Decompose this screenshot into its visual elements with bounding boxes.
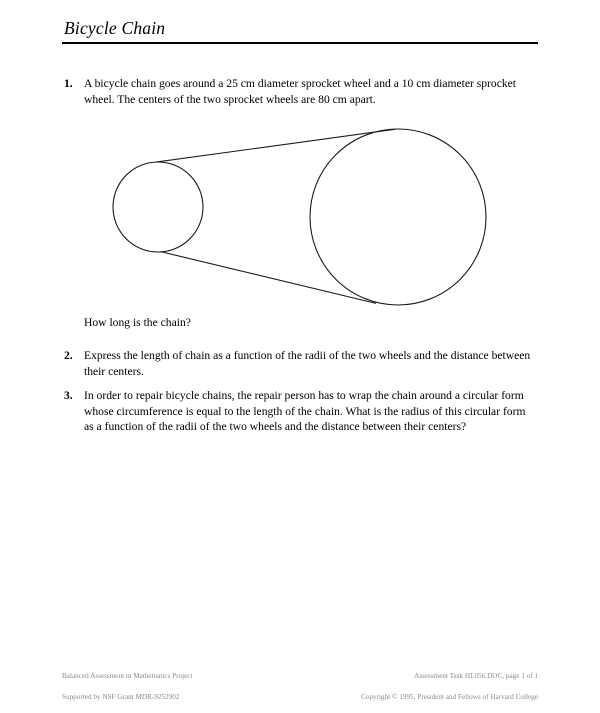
document-footer [62, 661, 538, 712]
question-text: Express the length of chain as a function of the radii of the two wheels and the distance between their centers. [84, 349, 531, 378]
footer-grant-info: Supported by NSF Grant MDR-9252902 [62, 692, 180, 701]
chain-diagram-svg [95, 120, 505, 320]
footer-left [62, 661, 193, 712]
lower-tangent-line [161, 252, 377, 304]
header-divider [62, 42, 538, 44]
footer-task-id: Assessment Task HL056.DOC, page 1 of 1 [414, 672, 538, 681]
question-item-3 [64, 388, 532, 435]
small-sprocket-circle [113, 162, 203, 252]
page-title: Bicycle Chain [64, 18, 166, 38]
question-item-1 [64, 76, 532, 107]
footer-project-name: Balanced Assessment in Mathematics Project [62, 672, 193, 681]
footer-right [361, 661, 538, 712]
bicycle-chain-figure [95, 120, 505, 320]
large-sprocket-circle [310, 129, 486, 305]
question-number: 3. [64, 389, 73, 402]
document-header [62, 18, 538, 44]
upper-tangent-line [156, 129, 396, 162]
question-text: A bicycle chain goes around a 25 cm diameter sprocket wheel and a 10 cm diameter sprocket wheel. The centers of the two sprocket wheels are 80 cm apart. [84, 77, 517, 106]
subquestion-text: How long is the chain? [84, 316, 191, 329]
question-number: 2. [64, 349, 73, 362]
footer-copyright: Copyright © 1995, President and Fellows of Harvard College [361, 692, 538, 701]
question-number: 1. [64, 77, 73, 90]
question-item-2 [64, 348, 532, 379]
question-text: In order to repair bicycle chains, the repair person has to wrap the chain around a circular form whose circumference is equal to the length of the chain. What is the radius of this circular form as a function of the radii of the two wheels and the distance between their centers? [84, 389, 526, 434]
